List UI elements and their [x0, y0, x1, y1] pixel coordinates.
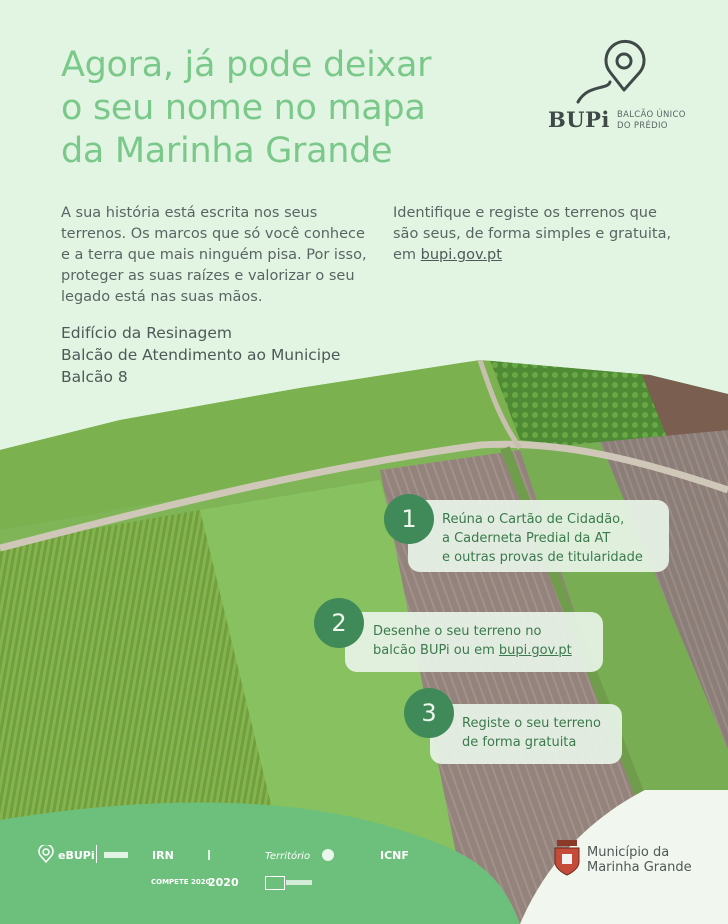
- step-3-box: [430, 704, 622, 764]
- logo-subtitle-line: BALCÃO ÚNICO: [617, 110, 686, 120]
- step-2-number: 2: [314, 598, 364, 648]
- step-1-line: e outras provas de titularidade: [442, 550, 643, 565]
- intro-line: A sua história está escrita nos seus: [61, 205, 318, 221]
- step-1-box: [408, 500, 669, 572]
- step-1-line: a Caderneta Predial da AT: [442, 531, 611, 546]
- footer-divider: [96, 845, 97, 863]
- municipality-line: Município da: [587, 845, 670, 860]
- step-2-box: [345, 612, 603, 672]
- headline-line: Agora, já pode deixar: [61, 45, 432, 85]
- portugal-2020-logo: 2020: [208, 876, 239, 889]
- compete-logo: COMPETE 2020: [151, 878, 211, 886]
- identify-line: Identifique e registe os terrenos que: [393, 205, 657, 221]
- sponsor-logo: [322, 849, 334, 861]
- logo-wordmark: BUPi: [548, 107, 610, 132]
- intro-line: e a terra que mais ninguém pisa. Por isso,: [61, 247, 367, 263]
- headline-line: o seu nome no mapa: [61, 88, 426, 128]
- identify-line: são seus, de forma simples e gratuita,: [393, 226, 672, 242]
- sponsor-logo: [286, 880, 312, 885]
- headline: [61, 44, 481, 173]
- step-3-line: de forma gratuita: [462, 735, 577, 750]
- bupi-link[interactable]: bupi.gov.pt: [420, 247, 502, 263]
- identify-line-last: [393, 245, 693, 266]
- identify-prefix: em: [393, 247, 421, 263]
- ebupi-logo: eBUPi: [58, 849, 95, 862]
- identify-text: [393, 203, 693, 266]
- address-line: Balcão 8: [61, 368, 128, 386]
- intro-text: [61, 203, 371, 308]
- intro-line: proteger as suas raízes e valorizar o seu: [61, 268, 355, 284]
- step-3-number: 3: [404, 688, 454, 738]
- step-2-prefix: balcão BUPi ou em: [373, 643, 499, 658]
- municipality-line: Marinha Grande: [587, 860, 692, 875]
- irn-logo: IRN: [152, 849, 174, 862]
- logo-subtitle-line: DO PRÉDIO: [617, 121, 668, 131]
- intro-line: legado está nas suas mãos.: [61, 289, 263, 305]
- step-1-number: 1: [384, 494, 434, 544]
- ebupi-pin-icon: [35, 845, 55, 865]
- headline-line: da Marinha Grande: [61, 131, 393, 171]
- step-3-line: Registe o seu terreno: [462, 716, 602, 731]
- municipality-name: [587, 845, 692, 875]
- address-line: Balcão de Atendimento ao Municipe: [61, 346, 341, 364]
- territorio-logo: Território: [265, 851, 311, 862]
- step-2-line: Desenhe o seu terreno no: [373, 624, 542, 639]
- address-line: Edifício da Resinagem: [61, 324, 232, 342]
- logo-subtitle: [617, 110, 686, 132]
- eu-flag-icon: [265, 876, 285, 890]
- step-2-line-last: [373, 641, 603, 660]
- sponsor-logo: [104, 852, 128, 858]
- step-2-bupi-link[interactable]: bupi.gov.pt: [498, 643, 572, 658]
- municipality-crest-icon: [553, 840, 581, 876]
- intro-line: terrenos. Os marcos que só você conhece: [61, 226, 365, 242]
- step-1-line: Reúna o Cartão de Cidadão,: [442, 512, 625, 527]
- icnf-logo: ICNF: [380, 849, 409, 862]
- sponsor-logo: [208, 850, 244, 860]
